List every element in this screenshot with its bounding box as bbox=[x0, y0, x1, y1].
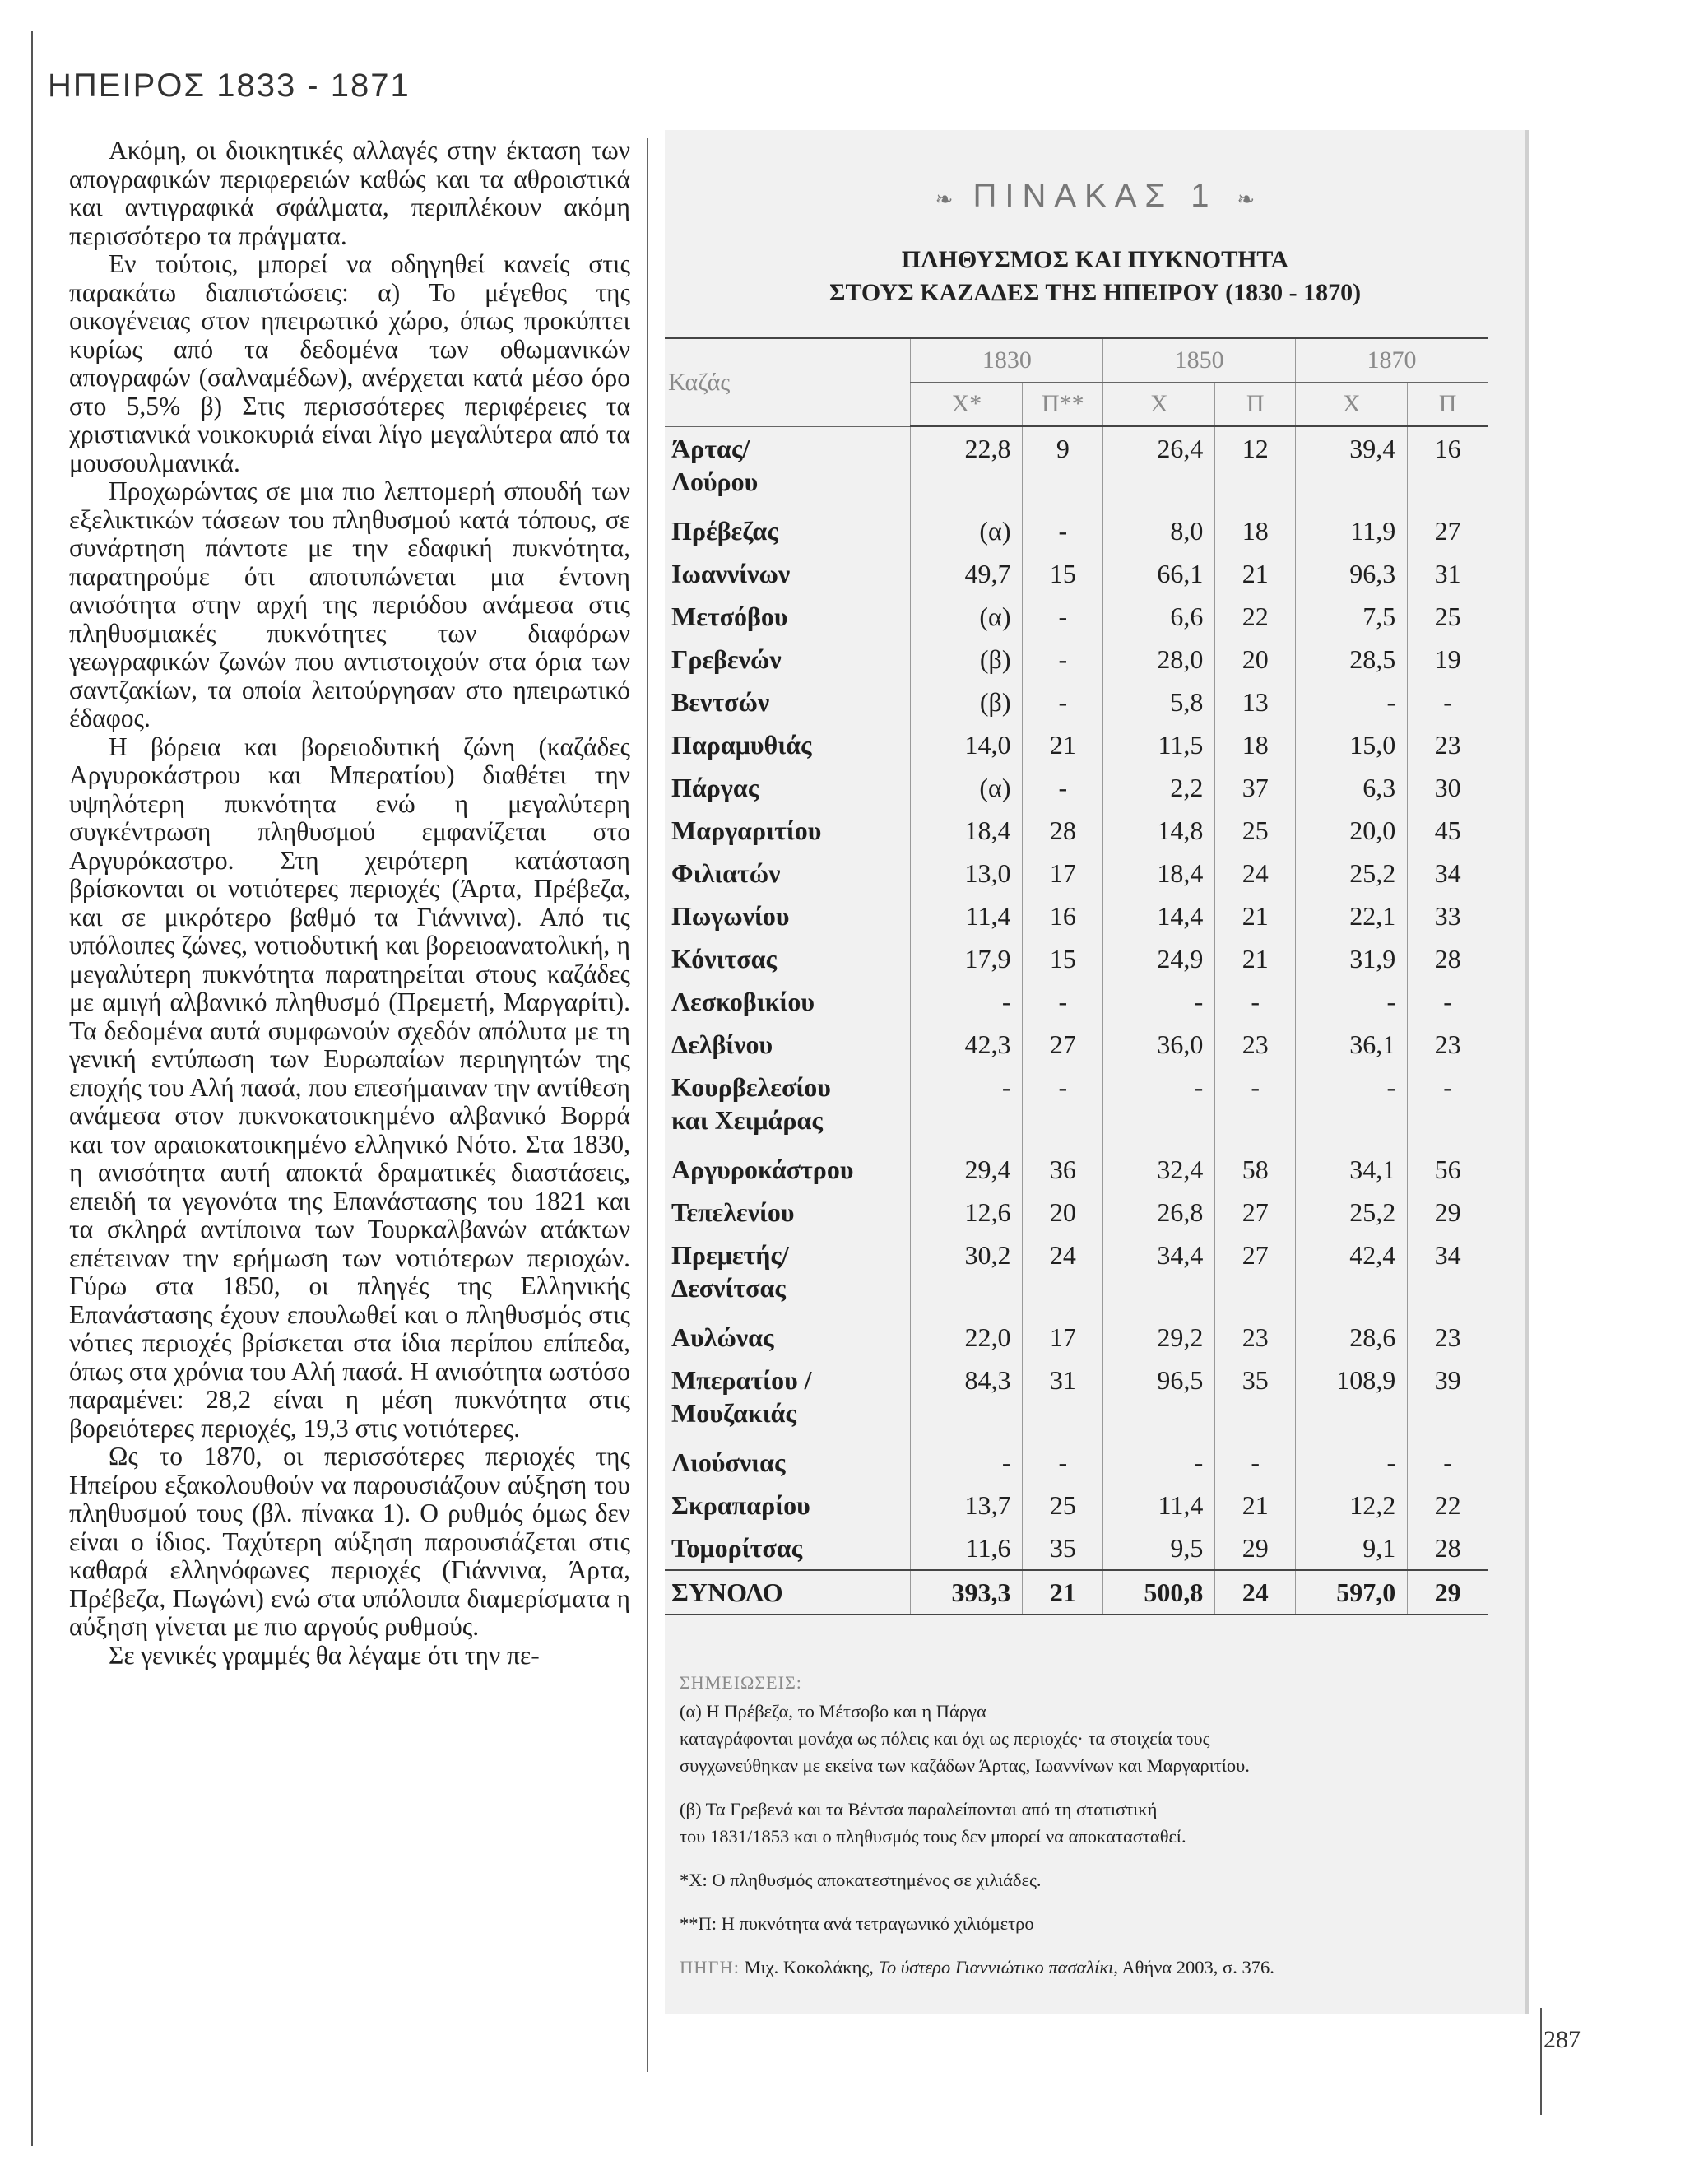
density-cell: 27 bbox=[1215, 1234, 1296, 1316]
density-cell: 31 bbox=[1023, 1359, 1103, 1441]
population-cell: 49,7 bbox=[911, 552, 1023, 595]
density-cell: 31 bbox=[1408, 552, 1488, 595]
column-header-sub: Χ bbox=[1103, 383, 1215, 427]
density-cell: 58 bbox=[1215, 1148, 1296, 1191]
population-cell: 17,9 bbox=[911, 937, 1023, 980]
total-population-cell: 500,8 bbox=[1103, 1570, 1215, 1615]
density-cell: 37 bbox=[1215, 766, 1296, 809]
population-cell: 28,6 bbox=[1296, 1316, 1408, 1359]
population-cell: - bbox=[1103, 1066, 1215, 1148]
column-divider bbox=[647, 138, 648, 2072]
row-label-part: Λεσκοβικίου bbox=[671, 987, 815, 1016]
population-cell: 108,9 bbox=[1296, 1359, 1408, 1441]
total-population-cell: 597,0 bbox=[1296, 1570, 1408, 1615]
row-label bbox=[665, 980, 911, 1023]
row-label-part: Γρεβενών bbox=[671, 644, 782, 674]
paragraph: Ως το 1870, οι περισσότερες περιοχές της Ηπείρου εξακολουθούν να παρουσιάζουν αύξηση του πληθυσμού τους (βλ. πίνακα 1). Ο ρυθμός όμως δεν είναι ο ίδιος. Ταχύτερη αύξηση παρουσιάζεται στις καθαρά ελληνόφωνες περιοχές (Γιάννινα, Άρτα, Πρέβεζα, Πωγώνι) ενώ στα υπόλοιπα διαμερίσματα η αύξηση γίνεται με πιο αργούς ρυθμούς. bbox=[69, 1442, 630, 1641]
source-label: ΠΗΓΗ: bbox=[680, 1957, 740, 1977]
note-line: (α) Η Πρέβεζα, το Μέτσοβο και η Πάργα bbox=[680, 1701, 986, 1722]
population-cell: - bbox=[1296, 681, 1408, 723]
density-cell: 45 bbox=[1408, 809, 1488, 852]
population-cell: 32,4 bbox=[1103, 1148, 1215, 1191]
row-label bbox=[665, 766, 911, 809]
total-population-cell: 393,3 bbox=[911, 1570, 1023, 1615]
source-line bbox=[680, 1954, 1502, 1981]
row-label-part: Πάργας bbox=[671, 773, 759, 802]
source-details: , Αθήνα 2003, σ. 376. bbox=[1113, 1957, 1274, 1977]
row-label-part: Πρεμετής/ bbox=[671, 1240, 789, 1270]
population-cell: 66,1 bbox=[1103, 552, 1215, 595]
row-label-part: Πωγωνίου bbox=[671, 901, 790, 931]
density-cell: - bbox=[1023, 595, 1103, 638]
density-cell: - bbox=[1408, 980, 1488, 1023]
row-label-part: Δεσνίτσας bbox=[671, 1273, 786, 1303]
population-cell: 34,4 bbox=[1103, 1234, 1215, 1316]
population-cell: 39,4 bbox=[1296, 426, 1408, 509]
density-cell: - bbox=[1215, 1441, 1296, 1484]
density-cell: - bbox=[1023, 509, 1103, 552]
density-cell: 28 bbox=[1408, 937, 1488, 980]
table-title-line: ΠΛΗΘΥΣΜΟΣ ΚΑΙ ΠΥΚΝΟΤΗΤΑ bbox=[901, 246, 1289, 273]
population-cell: 29,2 bbox=[1103, 1316, 1215, 1359]
row-label-part: Παραμυθιάς bbox=[671, 730, 812, 760]
population-cell: 20,0 bbox=[1296, 809, 1408, 852]
population-cell: 14,0 bbox=[911, 723, 1023, 766]
table-row bbox=[665, 1526, 1488, 1570]
population-cell: 30,2 bbox=[911, 1234, 1023, 1316]
table-row bbox=[665, 895, 1488, 937]
density-cell: 23 bbox=[1408, 1023, 1488, 1066]
population-cell: 22,1 bbox=[1296, 895, 1408, 937]
note-b bbox=[680, 1796, 1502, 1850]
population-cell: 2,2 bbox=[1103, 766, 1215, 809]
table-row bbox=[665, 1066, 1488, 1148]
table-total-row bbox=[665, 1570, 1488, 1615]
density-cell: 56 bbox=[1408, 1148, 1488, 1191]
density-cell: 29 bbox=[1408, 1191, 1488, 1234]
row-label bbox=[665, 1023, 911, 1066]
population-cell: 15,0 bbox=[1296, 723, 1408, 766]
population-cell: 6,3 bbox=[1296, 766, 1408, 809]
row-label bbox=[665, 1316, 911, 1359]
density-cell: 22 bbox=[1215, 595, 1296, 638]
table-row bbox=[665, 595, 1488, 638]
table-row bbox=[665, 1191, 1488, 1234]
row-label-part: Μπερατίου / bbox=[671, 1365, 812, 1395]
density-cell: 28 bbox=[1023, 809, 1103, 852]
population-cell: 9,1 bbox=[1296, 1526, 1408, 1570]
population-cell: 36,1 bbox=[1296, 1023, 1408, 1066]
table-header-years bbox=[665, 338, 1488, 383]
population-cell: 25,2 bbox=[1296, 1191, 1408, 1234]
population-cell: (α) bbox=[911, 509, 1023, 552]
density-cell: 21 bbox=[1215, 1484, 1296, 1526]
population-cell: 42,4 bbox=[1296, 1234, 1408, 1316]
density-cell: 29 bbox=[1215, 1526, 1296, 1570]
row-label-part: Μαργαριτίου bbox=[671, 816, 822, 845]
density-cell: - bbox=[1023, 766, 1103, 809]
population-cell: - bbox=[1103, 980, 1215, 1023]
density-cell: 18 bbox=[1215, 509, 1296, 552]
row-label bbox=[665, 1191, 911, 1234]
population-cell: (β) bbox=[911, 638, 1023, 681]
density-cell: - bbox=[1408, 1441, 1488, 1484]
density-cell: 23 bbox=[1408, 1316, 1488, 1359]
density-cell: 21 bbox=[1215, 552, 1296, 595]
note-line: του 1831/1853 και ο πληθυσμός τους δεν μπορεί να αποκατασταθεί. bbox=[680, 1826, 1186, 1847]
row-label-part: Πρέβεζας bbox=[671, 516, 778, 546]
population-cell: 11,9 bbox=[1296, 509, 1408, 552]
density-cell: 17 bbox=[1023, 852, 1103, 895]
density-cell: 25 bbox=[1408, 595, 1488, 638]
page-number-rule bbox=[1540, 2008, 1542, 2115]
population-cell: - bbox=[911, 1441, 1023, 1484]
table-row bbox=[665, 1148, 1488, 1191]
population-cell: (α) bbox=[911, 766, 1023, 809]
density-cell: 22 bbox=[1408, 1484, 1488, 1526]
population-cell: (β) bbox=[911, 681, 1023, 723]
density-cell: - bbox=[1023, 681, 1103, 723]
population-cell: - bbox=[911, 980, 1023, 1023]
density-cell: 13 bbox=[1215, 681, 1296, 723]
table-row bbox=[665, 638, 1488, 681]
density-cell: 20 bbox=[1023, 1191, 1103, 1234]
density-cell: 15 bbox=[1023, 552, 1103, 595]
row-label bbox=[665, 426, 911, 509]
table-row bbox=[665, 937, 1488, 980]
row-label-part: Λιούσνιας bbox=[671, 1447, 786, 1477]
table-body bbox=[665, 426, 1488, 1615]
row-label bbox=[665, 1359, 911, 1441]
density-cell: - bbox=[1023, 1441, 1103, 1484]
note-x: *Χ: Ο πληθυσμός αποκατεστημένος σε χιλιάδες. bbox=[680, 1870, 1042, 1890]
page-number: 287 bbox=[1543, 2026, 1581, 2053]
density-cell: 16 bbox=[1023, 895, 1103, 937]
population-cell: 84,3 bbox=[911, 1359, 1023, 1441]
density-cell: - bbox=[1023, 1066, 1103, 1148]
row-label-part: και Χειμάρας bbox=[671, 1105, 823, 1135]
density-cell: 23 bbox=[1408, 723, 1488, 766]
density-cell: 21 bbox=[1023, 723, 1103, 766]
density-cell: 27 bbox=[1408, 509, 1488, 552]
paragraph: Προχωρώντας σε μια πιο λεπτομερή σπουδή των εξελικτικών τάσεων του πληθυσμού κατά τόπους, σε συνάρτηση πάντοτε με την εδαφική πυκνότητα, παρατηρούμε ότι αποτυπώνεται μια έντονη ανισότητα στην αρχή της περιόδου ανάμεσα στις πληθυσμιακές πυκνότητες των διαφόρων γεωγραφικών ζωνών που αντιστοιχούν στα όρια των σαντζακίων, τα οποία λειτούργησαν στο ηπειρωτικό έδαφος. bbox=[69, 476, 630, 732]
population-cell: 8,0 bbox=[1103, 509, 1215, 552]
total-density-cell: 29 bbox=[1408, 1570, 1488, 1615]
density-cell: 39 bbox=[1408, 1359, 1488, 1441]
population-cell: - bbox=[1103, 1441, 1215, 1484]
table-row bbox=[665, 552, 1488, 595]
population-cell: 6,6 bbox=[1103, 595, 1215, 638]
density-cell: 15 bbox=[1023, 937, 1103, 980]
population-cell: 34,1 bbox=[1296, 1148, 1408, 1191]
column-header-year: 1850 bbox=[1103, 338, 1296, 383]
population-cell: - bbox=[1296, 1441, 1408, 1484]
density-cell: 17 bbox=[1023, 1316, 1103, 1359]
row-label-part: Δελβίνου bbox=[671, 1029, 773, 1059]
row-label-part: Λούρου bbox=[671, 466, 759, 496]
row-label-part: Μουζακιάς bbox=[671, 1398, 796, 1428]
population-cell: 11,5 bbox=[1103, 723, 1215, 766]
density-cell: 34 bbox=[1408, 1234, 1488, 1316]
population-cell: 12,6 bbox=[911, 1191, 1023, 1234]
leaf-ornament-icon: ❧ bbox=[1237, 187, 1256, 211]
row-label bbox=[665, 937, 911, 980]
notes-label: ΣΗΜΕΙΩΣΕΙΣ: bbox=[680, 1672, 802, 1693]
table-row bbox=[665, 723, 1488, 766]
population-cell: 24,9 bbox=[1103, 937, 1215, 980]
density-cell: 18 bbox=[1215, 723, 1296, 766]
table-row bbox=[665, 980, 1488, 1023]
population-cell: 14,4 bbox=[1103, 895, 1215, 937]
total-label: ΣΥΝΟΛΟ bbox=[665, 1570, 911, 1615]
body-text-column bbox=[69, 137, 630, 2112]
population-cell: (α) bbox=[911, 595, 1023, 638]
row-label bbox=[665, 723, 911, 766]
source-title: Το ύστερο Γιαννιώτικο πασαλίκι bbox=[878, 1957, 1114, 1977]
density-cell: 25 bbox=[1023, 1484, 1103, 1526]
population-cell: 96,3 bbox=[1296, 552, 1408, 595]
population-cell: 29,4 bbox=[911, 1148, 1023, 1191]
row-label bbox=[665, 681, 911, 723]
density-cell: - bbox=[1408, 1066, 1488, 1148]
total-density-cell: 21 bbox=[1023, 1570, 1103, 1615]
density-cell: 23 bbox=[1215, 1316, 1296, 1359]
population-cell: 96,5 bbox=[1103, 1359, 1215, 1441]
note-a bbox=[680, 1698, 1502, 1779]
table-row bbox=[665, 681, 1488, 723]
table-row bbox=[665, 509, 1488, 552]
column-header-year: 1830 bbox=[911, 338, 1103, 383]
population-cell: 28,5 bbox=[1296, 638, 1408, 681]
population-cell: 22,8 bbox=[911, 426, 1023, 509]
density-cell: 21 bbox=[1215, 937, 1296, 980]
density-cell: - bbox=[1215, 980, 1296, 1023]
density-cell: 19 bbox=[1408, 638, 1488, 681]
leaf-ornament-icon: ❧ bbox=[935, 187, 954, 211]
table-panel bbox=[665, 130, 1529, 2014]
density-cell: 12 bbox=[1215, 426, 1296, 509]
table-row bbox=[665, 852, 1488, 895]
column-header-sub: Π** bbox=[1023, 383, 1103, 427]
row-label-part: Βεντσών bbox=[671, 687, 770, 717]
density-cell: 21 bbox=[1215, 895, 1296, 937]
column-header-sub: Χ bbox=[1296, 383, 1408, 427]
population-table bbox=[665, 337, 1488, 1615]
density-cell: 36 bbox=[1023, 1148, 1103, 1191]
table-row bbox=[665, 1023, 1488, 1066]
population-cell: 26,4 bbox=[1103, 426, 1215, 509]
population-cell: 36,0 bbox=[1103, 1023, 1215, 1066]
row-label-part: Κουρβελεσίου bbox=[671, 1072, 831, 1102]
column-header-kazas: Καζάς bbox=[665, 338, 911, 426]
density-cell: 23 bbox=[1215, 1023, 1296, 1066]
table-row bbox=[665, 1359, 1488, 1441]
row-label bbox=[665, 1148, 911, 1191]
population-cell: 31,9 bbox=[1296, 937, 1408, 980]
density-cell: 27 bbox=[1023, 1023, 1103, 1066]
row-label bbox=[665, 638, 911, 681]
density-cell: 34 bbox=[1408, 852, 1488, 895]
table-title bbox=[665, 244, 1525, 309]
population-cell: 11,4 bbox=[1103, 1484, 1215, 1526]
row-label-part: Αυλώνας bbox=[671, 1322, 774, 1352]
row-label bbox=[665, 1484, 911, 1526]
population-cell: 7,5 bbox=[1296, 595, 1408, 638]
table-row bbox=[665, 1316, 1488, 1359]
density-cell: - bbox=[1023, 638, 1103, 681]
row-label bbox=[665, 1066, 911, 1148]
table-row bbox=[665, 1484, 1488, 1526]
population-cell: 22,0 bbox=[911, 1316, 1023, 1359]
table-title-line: ΣΤΟΥΣ ΚΑΖΑΔΕΣ ΤΗΣ ΗΠΕΙΡΟΥ (1830 - 1870) bbox=[829, 279, 1362, 306]
note-line: συγχωνεύθηκαν με εκείνα των καζάδων Άρτας, Ιωαννίνων και Μαργαριτίου. bbox=[680, 1755, 1250, 1776]
row-label-part: Άρτας/ bbox=[671, 433, 750, 463]
population-cell: 11,6 bbox=[911, 1526, 1023, 1570]
paragraph: Η βόρεια και βορειοδυτική ζώνη (καζάδες Αργυροκάστρου και Μπερατίου) διαθέτει την υψηλότερη πυκνότητα ενώ η μεγαλύτερη συγκέντρωση πληθυσμού εμφανίζεται στο Αργυρόκαστρο. Στη χειρότερη κατάσταση βρίσκονται οι νοτιότερες περιοχές (Άρτα, Πρέβεζα, και σε μικρότερο βαθμό τα Γιάννινα). Από τις υπόλοιπες ζώνες, νοτιοδυτική και βορειοανατολική, η μεγαλύτερη πυκνότητα παρατηρείται στους καζάδες με αμιγή αλβανικό πληθυσμό (Πρεμετή, Μαργαρίτι). Τα δεδομένα αυτά συμφωνούν σχεδόν απόλυτα με τη γενική εντύπωση των Ευρωπαίων περιηγητών της εποχής του Αλή πασά, που επεσήμαιναν την αντίθεση ανάμεσα στον πυκνοκατοικημένο αλβανικό Βορρά και τον αραιοκατοικημένο ελληνικό Νότο. Στα 1830, η ανισότητα αυτή αποκτά δραματικές διαστάσεις, επειδή τα γεγονότα της Επανάστασης του 1821 και τα σκληρά αντίποινα των Τουρκαλβανών ατάκτων επέτειναν την ερήμωση των νοτιότερων περιοχών. Γύρω στα 1850, οι πληγές της Ελληνικής Επανάστασης έχουν επουλωθεί και ο πληθυσμός στις νότιες περιοχές βρίσκεται στα ίδια περίπου επίπεδα, όπως στα χρόνια του Αλή πασά. Η ανισότητα ωστόσο παραμένει: 28,2 είναι η μέση πυκνότητα στις βορειότερες περιοχές, 19,3 στις νοτιότερες. bbox=[69, 732, 630, 1443]
row-label-part: Τεπελενίου bbox=[671, 1197, 795, 1227]
column-header-sub: Π bbox=[1215, 383, 1296, 427]
density-cell: - bbox=[1023, 980, 1103, 1023]
population-cell: 18,4 bbox=[911, 809, 1023, 852]
population-cell: 42,3 bbox=[911, 1023, 1023, 1066]
row-label bbox=[665, 552, 911, 595]
row-label-part: Αργυροκάστρου bbox=[671, 1155, 854, 1184]
note-p: **Π: Η πυκνότητα ανά τετραγωνικό χιλιόμετρο bbox=[680, 1913, 1034, 1934]
density-cell: 33 bbox=[1408, 895, 1488, 937]
running-header: ΗΠΕΙΡΟΣ 1833 - 1871 bbox=[48, 67, 411, 104]
population-cell: 13,0 bbox=[911, 852, 1023, 895]
population-cell: 14,8 bbox=[1103, 809, 1215, 852]
table-row bbox=[665, 426, 1488, 509]
column-header-sub: Χ* bbox=[911, 383, 1023, 427]
density-cell: 27 bbox=[1215, 1191, 1296, 1234]
density-cell: 28 bbox=[1408, 1526, 1488, 1570]
density-cell: 20 bbox=[1215, 638, 1296, 681]
column-header-sub: Π bbox=[1408, 383, 1488, 427]
density-cell: 35 bbox=[1215, 1359, 1296, 1441]
table-row bbox=[665, 809, 1488, 852]
density-cell: - bbox=[1215, 1066, 1296, 1148]
row-label bbox=[665, 1526, 911, 1570]
table-label-text: ΠΙΝΑΚΑΣ 1 bbox=[972, 178, 1218, 214]
population-cell: - bbox=[1296, 1066, 1408, 1148]
row-label bbox=[665, 809, 911, 852]
density-cell: 30 bbox=[1408, 766, 1488, 809]
row-label bbox=[665, 895, 911, 937]
note-line: (β) Τα Γρεβενά και τα Βέντσα παραλείπονται από τη στατιστική bbox=[680, 1799, 1158, 1819]
row-label-part: Κόνιτσας bbox=[671, 944, 778, 974]
paragraph: Ακόμη, οι διοικητικές αλλαγές στην έκταση των απογραφικών περιφερειών καθώς και τα αθροιστικά και αντιγραφικά σφάλματα, περιπλέκουν ακόμη περισσότερο τα πράγματα. bbox=[69, 137, 630, 250]
table-notes bbox=[680, 1669, 1502, 1997]
row-label bbox=[665, 509, 911, 552]
total-density-cell: 24 bbox=[1215, 1570, 1296, 1615]
population-cell: 11,4 bbox=[911, 895, 1023, 937]
population-cell: 18,4 bbox=[1103, 852, 1215, 895]
population-cell: 28,0 bbox=[1103, 638, 1215, 681]
row-label-part: Μετσόβου bbox=[671, 602, 788, 631]
row-label-part: Φιλιατών bbox=[671, 858, 781, 888]
left-margin-rule bbox=[31, 31, 33, 2146]
row-label bbox=[665, 1234, 911, 1316]
row-label bbox=[665, 595, 911, 638]
paragraph: Εν τούτοις, μπορεί να οδηγηθεί κανείς στις παρακάτω διαπιστώσεις: α) Το μέγεθος της οικογένειας στον ηπειρωτικό χώρο, όπως προκύπτει κυρίως από τα δεδομένα των οθωμανικών απογραφών (σαλναμέδων), ανέρχεται κατά μέσο όρο στο 5,5% β) Στις περισσότερες περιφέρειες τα χριστιανικά νοικοκυριά είναι λίγο μεγαλύτερα από τα μουσουλμανικά. bbox=[69, 249, 630, 477]
column-header-year: 1870 bbox=[1296, 338, 1488, 383]
density-cell: 24 bbox=[1215, 852, 1296, 895]
row-label-part: Σκραπαρίου bbox=[671, 1490, 810, 1520]
table-row bbox=[665, 766, 1488, 809]
table-label bbox=[665, 178, 1525, 215]
density-cell: 25 bbox=[1215, 809, 1296, 852]
row-label-part: Τομορίτσας bbox=[671, 1533, 803, 1563]
population-cell: 5,8 bbox=[1103, 681, 1215, 723]
source-author: Μιχ. Κοκολάκης, bbox=[744, 1957, 874, 1977]
table-row bbox=[665, 1234, 1488, 1316]
population-cell: 12,2 bbox=[1296, 1484, 1408, 1526]
paragraph: Σε γενικές γραμμές θα λέγαμε ότι την πε- bbox=[109, 1640, 540, 1670]
population-cell: - bbox=[911, 1066, 1023, 1148]
density-cell: 16 bbox=[1408, 426, 1488, 509]
population-cell: 9,5 bbox=[1103, 1526, 1215, 1570]
population-cell: 13,7 bbox=[911, 1484, 1023, 1526]
density-cell: 9 bbox=[1023, 426, 1103, 509]
density-cell: 24 bbox=[1023, 1234, 1103, 1316]
table-row bbox=[665, 1441, 1488, 1484]
row-label bbox=[665, 1441, 911, 1484]
density-cell: 35 bbox=[1023, 1526, 1103, 1570]
row-label bbox=[665, 852, 911, 895]
note-line: καταγράφονται μονάχα ως πόλεις και όχι ως περιοχές· τα στοιχεία τους bbox=[680, 1728, 1210, 1749]
population-cell: 25,2 bbox=[1296, 852, 1408, 895]
population-cell: 26,8 bbox=[1103, 1191, 1215, 1234]
population-cell: - bbox=[1296, 980, 1408, 1023]
density-cell: - bbox=[1408, 681, 1488, 723]
row-label-part: Ιωαννίνων bbox=[671, 559, 791, 588]
